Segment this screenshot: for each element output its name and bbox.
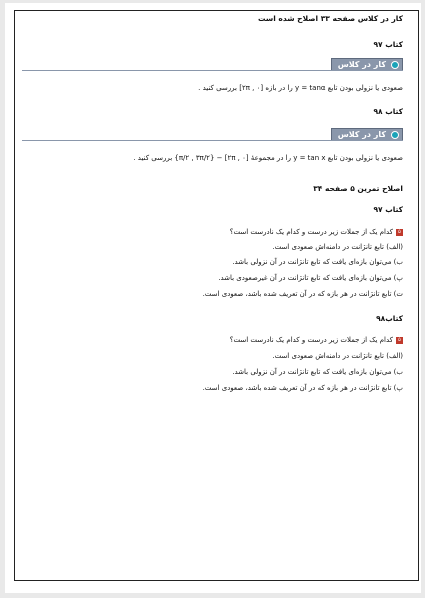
class-work-box-2-title: کار در کلاس: [337, 130, 386, 139]
circle-bullet-icon: [391, 61, 399, 69]
box-2-rule: [22, 140, 403, 141]
q1-item: ب) می‌توان بازه‌ای یافت که تابع تانژانت در آن نزولی باشد.: [232, 258, 403, 266]
q1-title: کدام یک از جملات زیر درست و کدام یک نادرست است؟: [229, 228, 393, 236]
heading-main: کار در کلاس صفحه ۳۳ اصلاح شده است: [257, 14, 403, 23]
q2-item: (الف) تابع تانژانت در دامنه‌اش صعودی است.: [272, 352, 403, 360]
box-1-rule: [22, 70, 403, 71]
class-work-box-1-title: کار در کلاس: [337, 60, 386, 69]
book97-label: کتاب ۹۷: [373, 40, 403, 49]
q1-item: ت) تابع تانژانت در هر بازه که در آن تعریف شده باشد، صعودی است.: [202, 290, 403, 298]
q1-item: پ) می‌توان بازه‌ای یافت که تابع تانژانت در آن غیرصعودی باشد.: [218, 274, 403, 282]
q2-item: ب) می‌توان بازه‌ای یافت که تابع تانژانت در آن نزولی باشد.: [232, 368, 403, 376]
book98-label: کتاب ۹۸: [373, 107, 403, 116]
question-number-badge: ۵: [396, 229, 403, 236]
box-2-text: صعودی یا نزولی بودن تابع y = tan x را در مجموعهٔ [۰ , ۲π] − {π/۲ , ۳π/۲} بررسی کنید .: [133, 154, 403, 162]
question-number-badge: ۵: [396, 337, 403, 344]
q2-item: پ) تابع تانژانت در هر بازه که در آن تعریف شده باشد، صعودی است.: [202, 384, 403, 392]
q1-title-row: [230, 228, 403, 236]
q2-title: کدام یک از جملات زیر درست و کدام یک نادرست است؟: [229, 336, 393, 344]
circle-bullet-icon: [391, 131, 399, 139]
exercise-book97-label: کتاب ۹۷: [373, 205, 403, 214]
exercise-book98-label: کتاب۹۸: [376, 314, 403, 323]
q2-title-row: [230, 336, 403, 344]
heading-exercise: اصلاح تمرین ۵ صفحه ۳۴: [313, 184, 403, 193]
q1-item: (الف) تابع تانژانت در دامنه‌اش صعودی است.: [272, 243, 403, 251]
box-1-text: صعودی یا نزولی بودن تابع y = tanα را در بازه [۰ , ۲π] بررسی کنید .: [198, 84, 403, 92]
